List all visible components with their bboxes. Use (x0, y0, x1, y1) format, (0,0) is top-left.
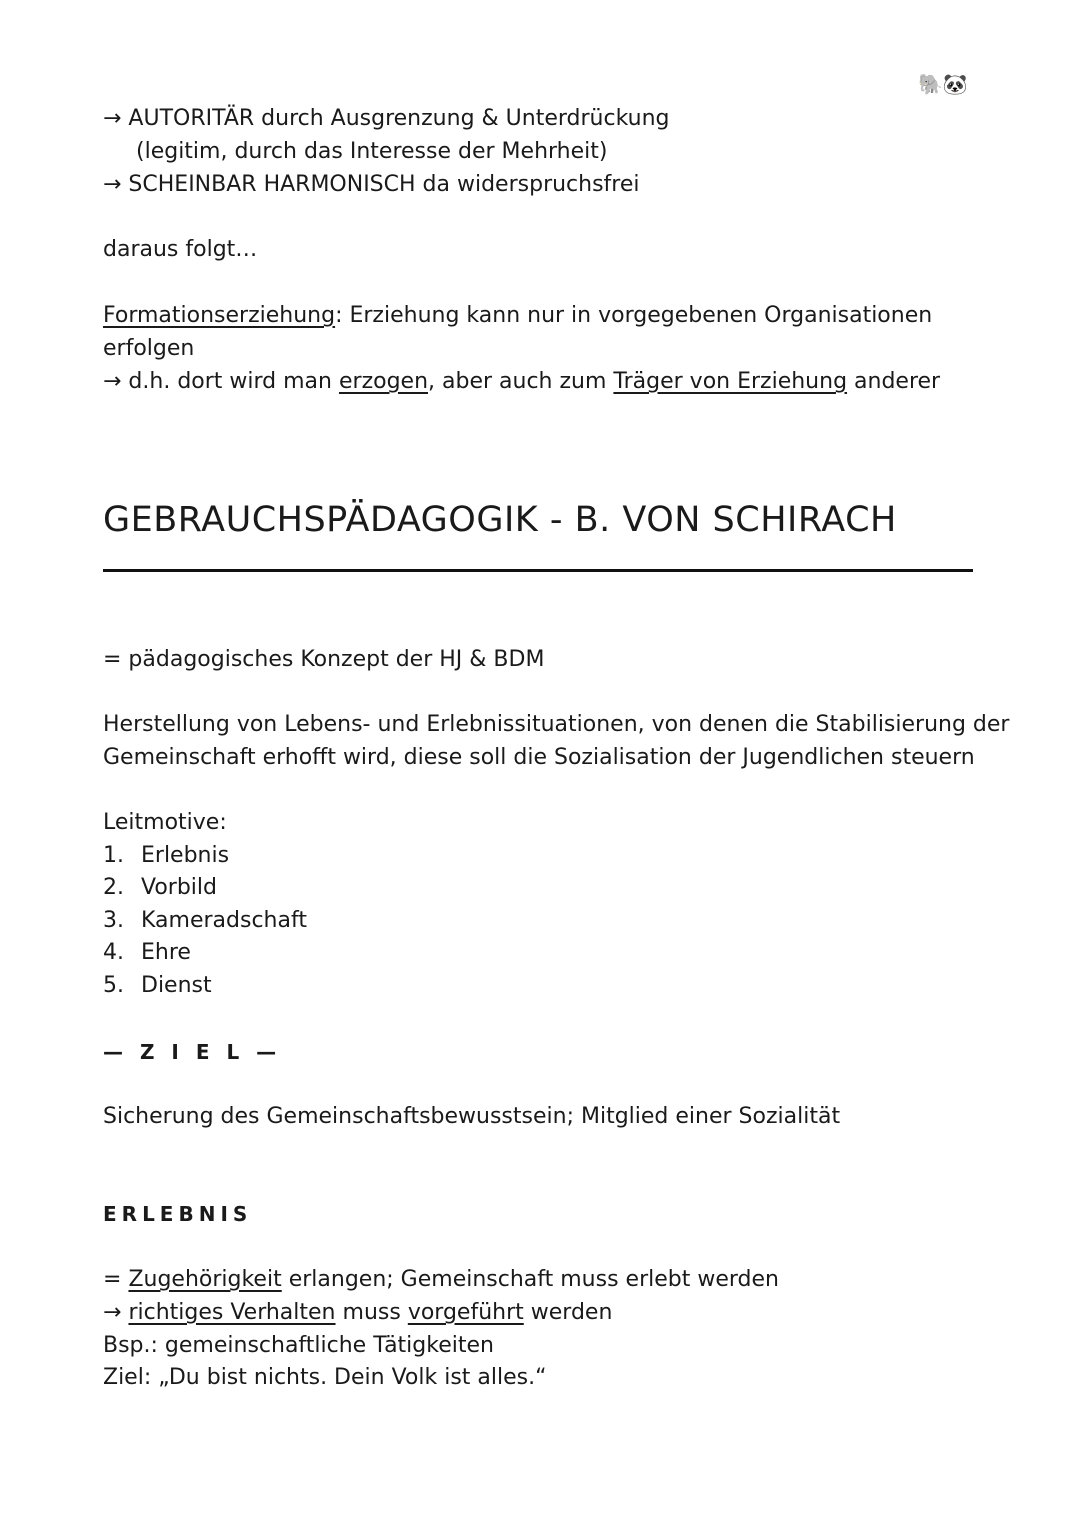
leitmotive-label: Leitmotive: (103, 810, 227, 835)
erlebnis-l1-a: = (103, 1267, 129, 1292)
elephant-panda-emoji: 🐘🐼 (918, 72, 968, 96)
list-item (103, 840, 229, 872)
erlebnis-line-2 (103, 1297, 612, 1329)
list-text: Ehre (141, 940, 191, 965)
dh-part-c: anderer (847, 369, 941, 394)
concept-line: = pädagogisches Konzept der HJ & BDM (103, 647, 545, 672)
list-text: Vorbild (141, 875, 218, 900)
richtiges-verhalten-term: richtiges Verhalten (128, 1300, 336, 1325)
formation-term: Formationserziehung (103, 303, 336, 328)
section-heading: GEBRAUCHSPÄDAGOGIK - B. VON SCHIRACH (103, 500, 897, 540)
zugehoerigkeit-term: Zugehörigkeit (128, 1267, 282, 1292)
erlebnis-line-4: Ziel: „Du bist nichts. Dein Volk ist alles.“ (103, 1365, 547, 1390)
list-number: 3. (103, 908, 124, 933)
heading-rule (103, 569, 973, 572)
list-text: Dienst (141, 973, 212, 998)
erlebnis-l2-a: → (103, 1300, 129, 1325)
list-item (103, 970, 212, 1002)
herstellung-line-1: Herstellung von Lebens- und Erlebnissituationen, von denen die Stabilisierung der (103, 712, 1010, 737)
formation-line-2: erfolgen (103, 336, 195, 361)
dh-part-a: → d.h. dort wird man (103, 369, 339, 394)
dh-line (103, 366, 940, 398)
list-number: 1. (103, 843, 124, 868)
list-item (103, 872, 217, 904)
legitim-line: (legitim, durch das Interesse der Mehrheit) (136, 139, 608, 164)
erzogen-term: erzogen (338, 369, 429, 394)
list-item (103, 905, 307, 937)
erlebnis-line-1 (103, 1264, 779, 1296)
list-text: Erlebnis (141, 843, 230, 868)
list-item (103, 937, 191, 969)
erlebnis-l2-b: muss (335, 1300, 408, 1325)
traeger-term: Träger von Erziehung (613, 369, 848, 394)
vorgefuehrt-term: vorgeführt (407, 1300, 524, 1325)
formation-line (103, 300, 932, 332)
scheinbar-line: → SCHEINBAR HARMONISCH da widerspruchsfrei (103, 172, 640, 197)
list-number: 2. (103, 875, 124, 900)
formation-rest: : Erziehung kann nur in vorgegebenen Organisationen (335, 303, 933, 328)
ziel-label: — Z I E L — (103, 1040, 282, 1064)
dh-part-b: , aber auch zum (428, 369, 614, 394)
herstellung-line-2: Gemeinschaft erhofft wird, diese soll die Sozialisation der Jugendlichen steuern (103, 745, 975, 770)
erlebnis-l2-c: werden (523, 1300, 613, 1325)
list-number: 4. (103, 940, 124, 965)
erlebnis-line-3: Bsp.: gemeinschaftliche Tätigkeiten (103, 1333, 494, 1358)
list-text: Kameradschaft (141, 908, 307, 933)
list-number: 5. (103, 973, 124, 998)
ziel-text: Sicherung des Gemeinschaftsbewusstsein; Mitglied einer Sozialität (103, 1104, 841, 1129)
autoritaer-line: → AUTORITÄR durch Ausgrenzung & Unterdrückung (103, 106, 670, 131)
erlebnis-label: ERLEBNIS (103, 1202, 253, 1226)
erlebnis-l1-b: erlangen; Gemeinschaft muss erlebt werden (281, 1267, 779, 1292)
daraus-folgt-line: daraus folgt… (103, 237, 258, 262)
